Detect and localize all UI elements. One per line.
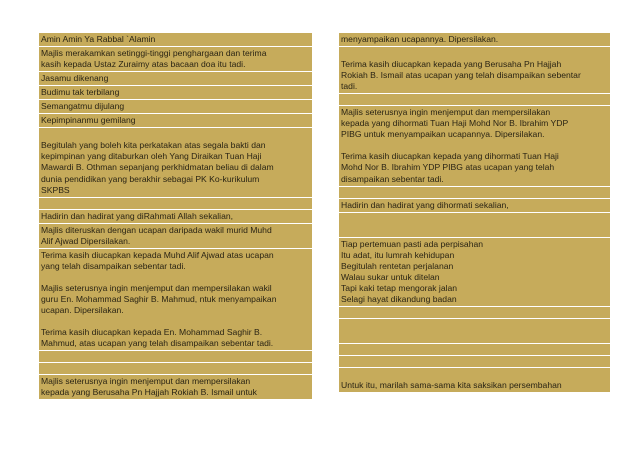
text-line: dunia pendidikan yang berakhir sebagai PK Ko-kurikulum bbox=[41, 173, 260, 184]
blank-line bbox=[341, 225, 608, 236]
text-line: PIBG untuk menyampaikan ucapannya. Dipersilakan. bbox=[341, 129, 545, 140]
text-line: kepimpinan yang ditaburkan oleh Yang Diraikan Tuan Haji bbox=[41, 151, 262, 162]
text-line: kasih kepada Ustaz Zuraimy atas bacaan doa itu tadi. bbox=[41, 59, 246, 70]
text-line: SKPBS bbox=[41, 184, 70, 195]
text-line: Untuk itu, marilah sama-sama kita saksikan persembahan bbox=[341, 380, 562, 391]
text-line: Budimu tak terbilang bbox=[41, 87, 120, 98]
text-cell bbox=[339, 368, 610, 392]
text-cell bbox=[339, 33, 610, 46]
text-line: Majlis seterusnya ingin menjemput dan mempersilakan bbox=[41, 376, 251, 387]
text-line: menyampaikan ucapannya. Dipersilakan. bbox=[341, 34, 499, 44]
text-line: Alif Ajwad Dipersilakan. bbox=[41, 235, 131, 246]
blank-line bbox=[341, 48, 608, 59]
text-line: Selagi hayat dikandung badan bbox=[341, 293, 457, 304]
text-line: Terima kasih diucapkan kepada yang dihormati Tuan Haji bbox=[341, 151, 559, 162]
text-line: yang telah disampaikan sebentar tadi. bbox=[41, 260, 186, 271]
text-line: kepada yang Berusaha Pn Hajjah Rokiah B. Ismail untuk bbox=[41, 387, 257, 398]
text-line: Walau sukar untuk ditelan bbox=[341, 271, 440, 282]
blank-line bbox=[341, 140, 608, 151]
text-line: ucapan. Dipersilakan. bbox=[41, 304, 124, 315]
text-line: Terima kasih diucapkan kepada yang Berusaha Pn Hajjah bbox=[341, 59, 562, 70]
text-line: Begitulah rentetan perjalanan bbox=[341, 260, 454, 271]
text-line: Tapi kaki tetap mengorak jalan bbox=[341, 282, 458, 293]
text-line: Terima kasih diucapkan kepada Muhd Alif Ajwad atas ucapan bbox=[41, 249, 274, 260]
text-line: Terima kasih diucapkan kepada En. Mohammad Saghir B. bbox=[41, 327, 263, 338]
text-line: Itu adat, itu lumrah kehidupan bbox=[341, 249, 455, 260]
text-cell bbox=[339, 199, 610, 212]
text-cell bbox=[339, 213, 610, 237]
blank-line bbox=[41, 316, 310, 327]
text-cell bbox=[39, 86, 312, 99]
text-line: Hadirin dan hadirat yang dihormati sekalian, bbox=[341, 199, 509, 210]
text-line: Semangatmu dijulang bbox=[41, 101, 125, 112]
text-cell bbox=[339, 356, 610, 367]
text-line: Jasamu dikenang bbox=[41, 73, 109, 84]
text-cell bbox=[39, 198, 312, 209]
text-cell bbox=[39, 114, 312, 127]
text-cell bbox=[39, 72, 312, 85]
text-line: tadi. bbox=[341, 81, 358, 92]
text-cell bbox=[39, 363, 312, 374]
blank-line bbox=[341, 331, 608, 342]
text-line: Tiap pertemuan pasti ada perpisahan bbox=[341, 238, 484, 249]
text-line: Rokiah B. Ismail atas ucapan yang telah disampaikan sebentar bbox=[341, 70, 581, 81]
text-cell bbox=[339, 47, 610, 93]
text-line: Hadirin dan hadirat yang diRahmati Allah sekalian, bbox=[41, 210, 234, 221]
text-line: Majlis seterusnya ingin menjemput dan mempersilakan bbox=[341, 107, 551, 118]
blank-line bbox=[341, 369, 608, 380]
text-line: Mohd Nor B. Ibrahim YDP PIBG atas ucapan yang telah bbox=[341, 162, 555, 173]
text-cell bbox=[339, 307, 610, 318]
right-column bbox=[339, 33, 610, 393]
text-cell bbox=[39, 47, 312, 71]
blank-line bbox=[341, 320, 608, 331]
text-line: Mahmud, atas ucapan yang telah disampaikan sebentar tadi. bbox=[41, 338, 274, 349]
text-cell bbox=[39, 100, 312, 113]
text-line: Kepimpinanmu gemilang bbox=[41, 115, 136, 126]
text-cell bbox=[39, 128, 312, 196]
left-column bbox=[39, 33, 312, 400]
text-cell bbox=[339, 94, 610, 105]
text-line: kepada yang dihormati Tuan Haji Mohd Nor B. Ibrahim YDP bbox=[341, 118, 569, 129]
text-line: Amin Amin Ya Rabbal `Alamin bbox=[41, 34, 156, 44]
text-line: disampaikan sebentar tadi. bbox=[341, 173, 444, 184]
text-cell bbox=[339, 319, 610, 343]
text-cell bbox=[39, 375, 312, 399]
text-line: Majlis seterusnya ingin menjemput dan mempersilakan wakil bbox=[41, 282, 272, 293]
blank-line bbox=[41, 272, 310, 283]
text-line: Majlis merakamkan setinggi-tinggi penghargaan dan terima bbox=[41, 48, 267, 59]
text-cell bbox=[39, 33, 312, 46]
text-cell bbox=[39, 351, 312, 362]
text-cell bbox=[39, 249, 312, 350]
text-cell bbox=[39, 210, 312, 223]
text-cell bbox=[339, 106, 610, 185]
blank-line bbox=[341, 214, 608, 225]
text-cell bbox=[339, 344, 610, 355]
blank-line bbox=[41, 129, 310, 140]
text-line: Begitulah yang boleh kita perkatakan atas segala bakti dan bbox=[41, 140, 266, 151]
text-line: Mawardi B. Othman sepanjang perkhidmatan beliau di dalam bbox=[41, 162, 274, 173]
text-cell bbox=[339, 238, 610, 306]
text-line: guru En. Mohammad Saghir B. Mahmud, ntuk menyampaikan bbox=[41, 293, 277, 304]
text-cell bbox=[39, 224, 312, 248]
text-line: Majlis diteruskan dengan ucapan daripada wakil murid Muhd bbox=[41, 224, 272, 235]
text-cell bbox=[339, 187, 610, 198]
